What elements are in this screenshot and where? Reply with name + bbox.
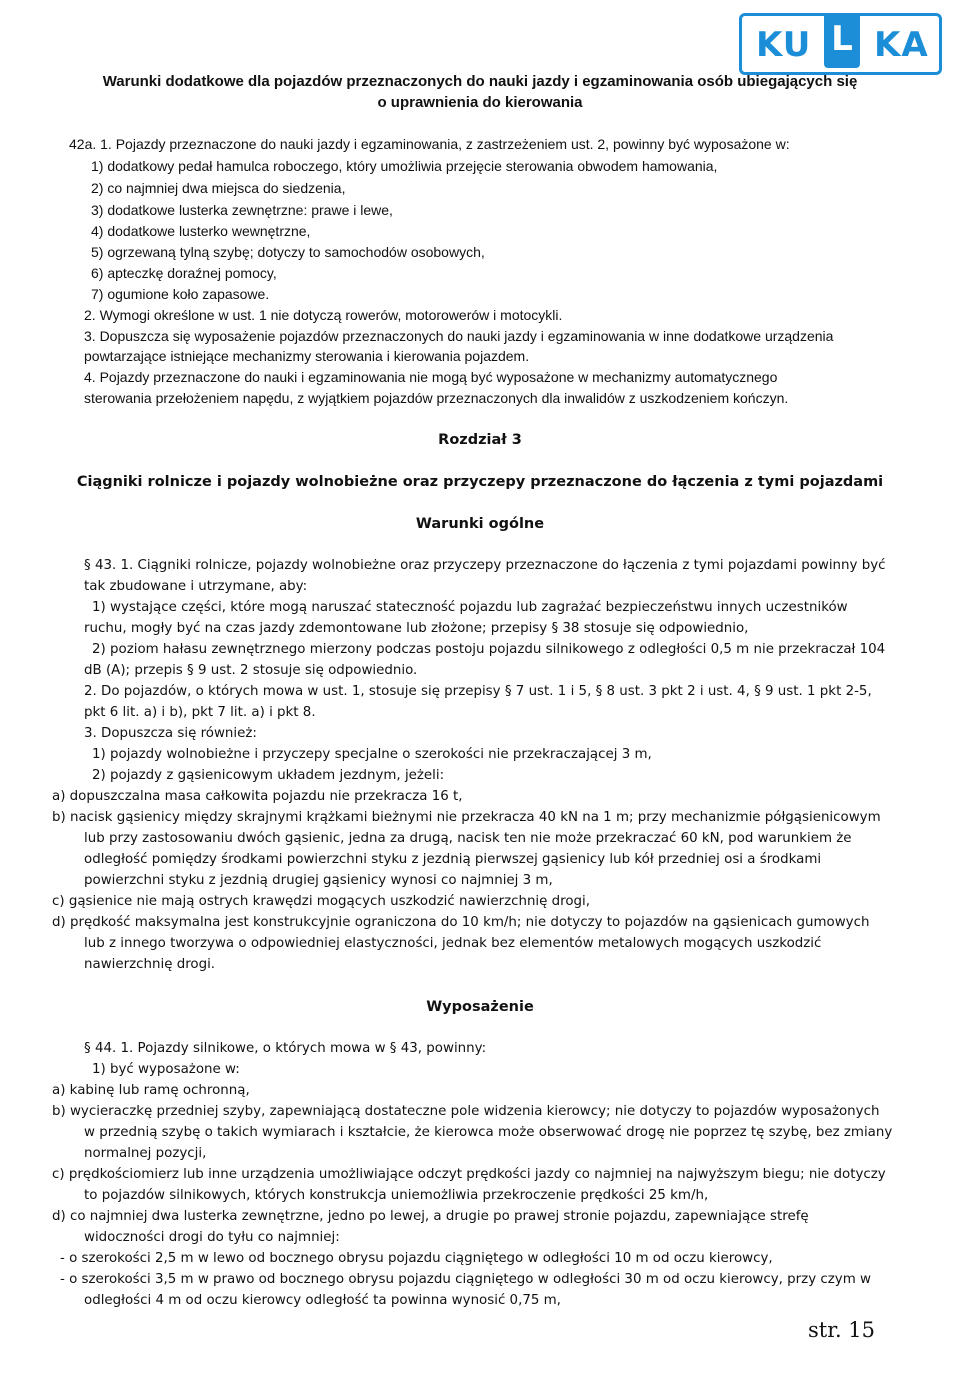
- section-heading-equipment: Wyposażenie: [426, 999, 534, 1015]
- section44-line: normalnej pozycji,: [84, 1146, 207, 1161]
- section42-p3: 3. Dopuszcza się wyposażenie pojazdów przeznaczonych do nauki jazdy i egzaminowania w inne dodatkowe urządzenia: [84, 328, 834, 344]
- section44-line: widoczności drogi do tyłu co najmniej:: [84, 1230, 340, 1245]
- section44-line: to pojazdów silnikowych, których konstrukcja uniemożliwia przekroczenie prędkości 25 km/h,: [84, 1188, 709, 1203]
- section43-line: lub z innego tworzywa o odpowiedniej elastyczności, jednak bez elementów metalowych mogących uszkodzić: [84, 936, 822, 951]
- section-heading-general: Warunki ogólne: [415, 516, 545, 532]
- section43-line: tak zbudowane i utrzymane, aby:: [84, 579, 308, 594]
- section44-line: c) prędkościomierz lub inne urządzenia umożliwiające odczyt prędkości jazdy co najmniej na najwyższym biegu; nie dotyczy: [52, 1167, 886, 1182]
- section43-line: nawierzchnię drogi.: [84, 957, 216, 972]
- section42-item: 2) co najmniej dwa miejsca do siedzenia,: [91, 180, 346, 196]
- section43-line: d) prędkość maksymalna jest konstrukcyjnie ograniczona do 10 km/h; nie dotyczy to pojazdów na gąsienicach gumowych: [52, 915, 870, 930]
- section42-intro: 42a. 1. Pojazdy przeznaczone do nauki jazdy i egzaminowania, z zastrzeżeniem ust. 2, powinny być wyposażone w:: [69, 136, 790, 152]
- section43-line: c) gąsienice nie mają ostrych krawędzi mogących uszkodzić nawierzchnię drogi,: [52, 894, 591, 909]
- section44-line: b) wycieraczkę przedniej szyby, zapewniającą dostateczne pole widzenia kierowcy; nie dotyczy to pojazdów wyposażonych: [52, 1104, 880, 1119]
- document-header-line1: Warunki dodatkowe dla pojazdów przeznaczonych do nauki jazdy i egzaminowania osób ubiegających się: [102, 73, 858, 90]
- section42-p3-cont: powtarzające istniejące mechanizmy sterowania i kierowania pojazdem.: [84, 348, 530, 364]
- section43-line: b) nacisk gąsienicy między skrajnymi krążkami bieżnymi nie przekracza 40 kN na 1 m; przy mechanizmie półgąsienicowym: [52, 810, 881, 825]
- kulka-logo: [739, 13, 942, 75]
- section43-line: § 43. 1. Ciągniki rolnicze, pojazdy wolnobieżne oraz przyczepy przeznaczone do łączenia z tymi pojazdami powinny być: [84, 558, 886, 573]
- section42-item: 5) ogrzewaną tylną szybę; dotyczy to samochodów osobowych,: [91, 244, 485, 260]
- section43-line: a) dopuszczalna masa całkowita pojazdu nie przekracza 16 t,: [52, 789, 463, 804]
- document-header-line2: o uprawnienia do kierowania: [377, 94, 583, 111]
- section43-line: pkt 6 lit. a) i b), pkt 7 lit. a) i pkt 8.: [84, 705, 316, 720]
- section43-line: 3. Dopuszcza się również:: [84, 726, 257, 741]
- section42-item: 1) dodatkowy pedał hamulca roboczego, który umożliwia przejęcie sterowania obwodem hamowania,: [91, 158, 718, 174]
- section42-item: 6) apteczkę doraźnej pomocy,: [91, 265, 277, 281]
- section44-line: § 44. 1. Pojazdy silnikowe, o których mowa w § 43, powinny:: [84, 1041, 487, 1056]
- section44-line: d) co najmniej dwa lusterka zewnętrzne, jedno po lewej, a drugie po prawej stronie pojazdu, zapewniające strefę: [52, 1209, 809, 1224]
- logo-letter-l: L: [824, 13, 860, 68]
- section42-item: 4) dodatkowe lusterko wewnętrzne,: [91, 223, 311, 239]
- section44-line: - o szerokości 2,5 m w lewo od bocznego obrysu pojazdu ciągniętego w odległości 10 m od oczu kierowcy,: [60, 1251, 773, 1266]
- section43-line: 2) poziom hałasu zewnętrznego mierzony podczas postoju pojazdu silnikowego z odległości 0,5 m nie przekraczał 104: [92, 642, 886, 657]
- section42-p4-cont: sterowania przełożeniem napędu, z wyjątkiem pojazdów przeznaczonych dla inwalidów z uszkodzeniem kończyn.: [84, 390, 789, 406]
- section43-line: 2. Do pojazdów, o których mowa w ust. 1, stosuje się przepisy § 7 ust. 1 i 5, § 8 ust. 3 pkt 2 i ust. 4, § 9 ust. 1 pkt 2-5,: [84, 684, 872, 699]
- section42-p4: 4. Pojazdy przeznaczone do nauki i egzaminowania nie mogą być wyposażone w mechanizmy automatycznego: [84, 369, 778, 385]
- section44-line: odległości 4 m od oczu kierowcy odległość ta powinna wynosić 0,75 m,: [84, 1293, 561, 1308]
- section43-line: 2) pojazdy z gąsienicowym układem jezdnym, jeżeli:: [92, 768, 445, 783]
- section42-p2: 2. Wymogi określone w ust. 1 nie dotyczą rowerów, motorowerów i motocykli.: [84, 307, 563, 323]
- section44-line: a) kabinę lub ramę ochronną,: [52, 1083, 250, 1098]
- section44-line: - o szerokości 3,5 m w prawo od bocznego obrysu pojazdu ciągniętego w odległości 30 m od oczu kierowcy, przy czym w: [60, 1272, 871, 1287]
- logo-text-left: KU: [756, 25, 812, 65]
- logo-text-right: KA: [874, 25, 929, 65]
- section42-item: 3) dodatkowe lusterka zewnętrzne: prawe i lewe,: [91, 202, 393, 218]
- section43-line: odległość pomiędzy środkami powierzchni styku z jezdnią pierwszej gąsienicy lub kół przedniej osi a środkami: [84, 852, 822, 867]
- section44-line: 1) być wyposażone w:: [92, 1062, 240, 1077]
- chapter-subtitle: Ciągniki rolnicze i pojazdy wolnobieżne oraz przyczepy przeznaczone do łączenia z tymi pojazdami: [76, 474, 884, 490]
- section43-line: powierzchni styku z jezdnią drugiej gąsienicy wynosi co najmniej 3 m,: [84, 873, 553, 888]
- section43-line: ruchu, mogły być na czas jazdy zdemontowane lub złożone; przepisy § 38 stosuje się odpowiednio,: [84, 621, 749, 636]
- chapter-title: Rozdział 3: [438, 432, 522, 448]
- section43-line: 1) wystające części, które mogą naruszać stateczność pojazdu lub zagrażać bezpieczeństwu innych uczestników: [92, 600, 848, 615]
- section43-line: lub przy zastosowaniu dwóch gąsienic, jedna za drugą, nacisk ten nie może przekraczać 60 kN, pod warunkiem że: [84, 831, 852, 846]
- page-number: str. 15: [808, 1318, 876, 1342]
- section44-line: w przednią szybę o takich wymiarach i kształcie, że kierowca może obserwować drogę nie poprzez tę szybę, bez zmiany: [84, 1125, 893, 1140]
- section43-line: 1) pojazdy wolnobieżne i przyczepy specjalne o szerokości nie przekraczającej 3 m,: [92, 747, 652, 762]
- section43-line: dB (A); przepis § 9 ust. 2 stosuje się odpowiednio.: [84, 663, 418, 678]
- section42-item: 7) ogumione koło zapasowe.: [91, 286, 270, 302]
